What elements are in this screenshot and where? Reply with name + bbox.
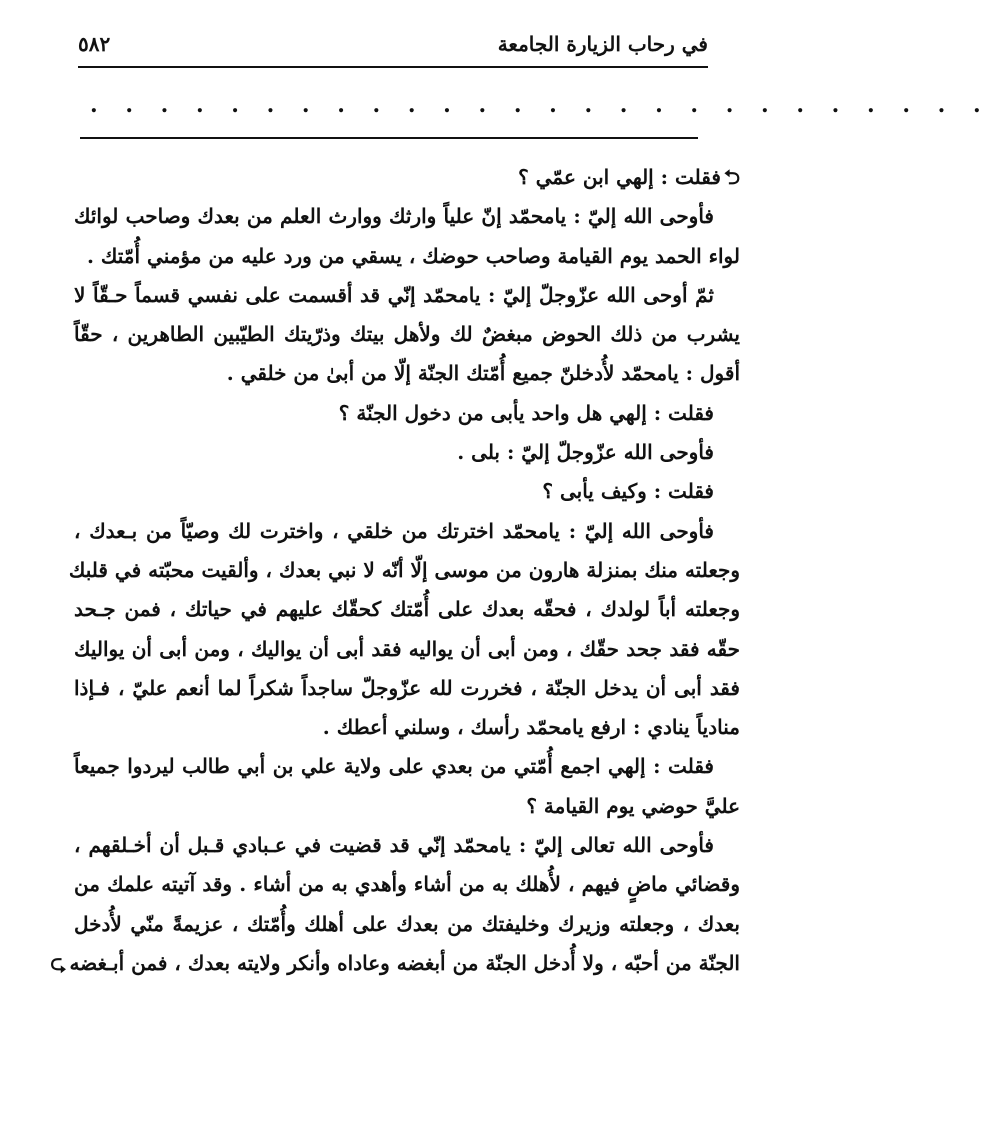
text-line: يشرب من ذلك الحوض مبغضٌ لك ولأهل بيتك وذرّيتك الطيّبين الطاهرين ، حقّاً <box>74 322 740 347</box>
text-line: فأوحى الله عزّوجلّ إليّ : بلى . <box>457 440 714 465</box>
text-line: منادياً ينادي : ارفع يامحمّد رأسك ، وسلني أعطك . <box>322 715 740 740</box>
text-line: وجعلته أباً لولدك ، فحقّه بعدك على أُمّتك كحقّك عليهم في حياتك ، فمن جـحد <box>74 597 740 622</box>
body-text <box>50 158 740 983</box>
text-line: لواء الحمد يوم القيامة وصاحب حوضك ، يسقي من ورد عليه من مؤمني أُمّتك . <box>86 243 740 268</box>
text-line: بعدك ، وجعلته وزيرك وخليفتك من بعدك على أهلك وأُمّتك ، عزيمةً منّي لأُدخل <box>74 911 740 936</box>
text-line: الجنّة من أحبّه ، ولا أُدخل الجنّة من أبغضه وعاداه وأنكر ولايته بعدك ، فمن أبـغضه⮎ <box>74 944 740 983</box>
text-line: عليَّ حوضي يوم القيامة ؟ <box>526 793 740 818</box>
separator-rule <box>80 137 698 139</box>
running-header <box>78 30 708 64</box>
text-line: فأوحى الله إليّ : يامحمّد إنّ علياً وارثك ووارث العلم من بعدك وصاحب لوائك <box>74 204 714 229</box>
page-number: ٥٨٢ <box>78 32 111 56</box>
quote-close-icon: ⮎ <box>50 950 67 975</box>
text-line: وجعلته منك بمنزلة هارون من موسى إلّا أنّه لا نبي بعدك ، وألقيت محبّته في قلبك <box>68 557 740 582</box>
text-line: فقلت : وكيف يأبى ؟ <box>542 479 714 504</box>
text-line: فقلت : إلهي اجمع أُمّتي من بعدي على ولاية علي بن أبي طالب ليردوا جميعاً <box>74 754 714 779</box>
dotted-separator: . . . . . . . . . . . . . . . . . . . . . . . . . . <box>90 92 991 118</box>
header-title: في رحاب الزيارة الجامعة <box>497 32 708 56</box>
header-rule <box>78 66 708 68</box>
text-line: ⮌فقلت : إلهي ابن عمّي ؟ <box>74 158 740 197</box>
text-line: فأوحى الله إليّ : يامحمّد اخترتك من خلقي ، واخترت لك وصيّاً من بـعدك ، <box>74 518 714 543</box>
text-line: فأوحى الله تعالى إليّ : يامحمّد إنّي قد قضيت في عـبادي قـبل أن أخـلقهم ، <box>74 833 714 858</box>
text-line: وقضائي ماضٍ فيهم ، لأُهلك به من أشاء وأهدي به من أشاء . وقد آتيته علمك من <box>74 872 740 897</box>
quote-open-icon: ⮌ <box>723 165 740 189</box>
text-line: فقلت : إلهي هل واحد يأبى من دخول الجنّة ؟ <box>338 400 714 425</box>
text-line: أقول : يامحمّد لأُدخلنّ جميع أُمّتك الجنّة إلّا من أبىٰ من خلقي . <box>226 361 740 386</box>
text-line: حقّه فقد جحد حقّك ، ومن أبى أن يواليه فقد أبى أن يواليك ، ومن أبى أن يواليك <box>74 636 740 661</box>
text-line: فقد أبى أن يدخل الجنّة ، فخررت لله عزّوجلّ ساجداً شكراً لما أنعم عليّ ، فـإذا <box>74 675 740 700</box>
text-line: ثمّ أوحى الله عزّوجلّ إليّ : يامحمّد إنّي قد أقسمت على نفسي قسماً حـقّاً لا <box>74 282 714 307</box>
